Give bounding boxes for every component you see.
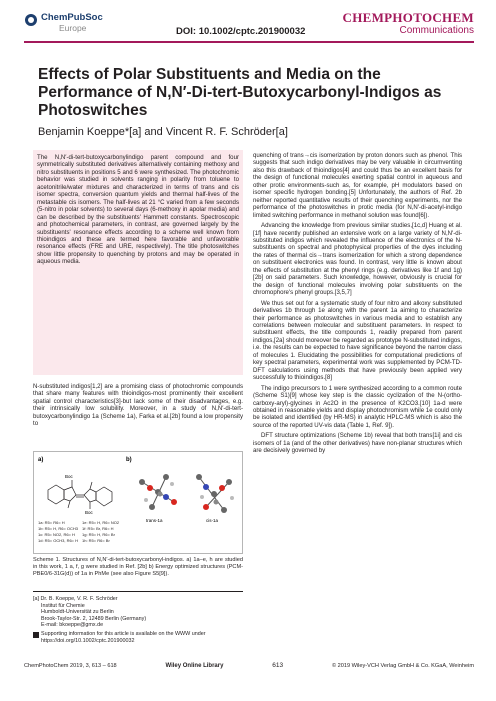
journal-name: CHEMPHOTOCHEM [342, 10, 474, 25]
compound-1f: 1f: R5= Br, R6= H [82, 526, 114, 531]
compound-1b: 1b: R5= H, R6= OCH3 [38, 526, 79, 531]
scheme-label-a: a) [38, 457, 44, 463]
compound-1d: 1d: R5= OCH3, R6= H [38, 538, 79, 543]
boc-label-bottom: Boc [85, 510, 93, 515]
right-paragraph-2: Advancing the knowledge from previous similar studies,[1c,d] Huang et al.[1f] have recently published an extensive work on a large variety of N,N′-di-substituted indigos which revealed the influence of the electronics of the N-substituents on spectral and photophysical properties of the dyes including the rates of thermal cis→trans isomerization for which a strong dependence on substituent electronics was found. In contrast, very little is known about the effects of substitution at the phenyl rings (e.g. derivatives like 1f and 1g)[2b] on said parameters. Such knowledge, however, obviously is crucial for the design of functional molecules involving polar substituents on the chromophore's phenyl groups.[3,5,7] [253, 222, 462, 297]
chempubsoc-logo-icon [24, 13, 38, 27]
affiliation-line-3: Brook-Taylor-Str. 2, 12489 Berlin (Germany) [41, 615, 147, 622]
left-column-intro [33, 383, 243, 428]
cis-1a-model [196, 474, 234, 513]
doi-label[interactable]: DOI: 10.1002/cptc.201900032 [176, 26, 306, 37]
cis-1a-label: cis-1a [206, 518, 219, 523]
affiliation-footnote [33, 596, 243, 644]
right-paragraph-3: We thus set out for a systematic study of four nitro and alkoxy substituted derivatives 1b through 1e along with the parent 1a aiming to characterize their performance as photoswitches in various media and to establish any correlations between molecular and substituent parameters. In respect to substituent effects, the title compounds 1, readily prepared from parent indigos,[2a] should moreover be regarded as prototype N-substituted indigos, i.e. the results can be expected to have significance beyond the narrow class of molecules 1. Elucidating the possibilities for computational predictions of key spectral parameters, experimental work was supplemented by PCM-TD-DFT calculations using methods that have previously been applied very successfully to thioindigos.[8] [253, 299, 462, 382]
right-paragraph-1: quenching of trans→cis isomerization by proton donors such as phenol. This suggests that such indigo derivatives may be very valuable in circumventing also this drawback of thioindigos[4] and could thus be an excellent basis for the design of functional molecules exerting spatial control in aqueous and other protic environments-such as, for example, pH modulators based on isomer specific hydrogen bonding.[5] Unfortunately, the authors of Ref. 2b neither reported quantitative results of their quenching experiments, nor the performance of the photoswitches in protic media (for N,N′-di-acetyl-indigo limited switching performance in methanol solution was found[6]). [253, 152, 462, 219]
compound-1e: 1e: R5= H, R6= NO2 [82, 520, 120, 525]
boc-label-top: Boc [65, 474, 73, 479]
scheme-1-figure [33, 451, 243, 554]
supporting-info-note [33, 631, 243, 644]
abstract-text: The N,N′-di-tert-butoxycarbonylindigo parent compound and four symmetrically substituted derivatives alternatively containing methoxy and nitro substituents in positions 5 and 6 were synthesized. The photochromic behavior was studied in solvents ranging in polarity from toluene to acetonitrile/water mixtures and characterized in terms of trans and cis isomer spectra, conversion quantum yields and thermal half-lives of the metastable cis isomers. The half-lives at 21 °C varied from a few seconds (5-nitro in polar solvents) to several days (6-methoxy in apolar media) and can be described by the substituents' Hammett constants. Spectroscopic and photochemical parameters, in contrast, are governed largely by the substituents' resonance effects according to a scheme well known from thioindigos and these are termed here favorable and unfavorable resonance effects (FRE and URE, respectively). The title photoswitches show little propensity to quenching by protons and may be operated in aqueous media. [37, 154, 239, 266]
scheme-1-graphic [34, 452, 244, 555]
abstract-box [33, 150, 243, 375]
footer-citation: ChemPhotoChem 2019, 3, 613 – 618 [24, 662, 117, 669]
author-line: Benjamin Koeppe*[a] and Vincent R. F. Schröder[a] [38, 126, 288, 138]
supporting-info-icon [33, 632, 39, 638]
scheme-1-caption [33, 557, 243, 577]
compound-1c: 1c: R5= NO2, R6= H [38, 532, 75, 537]
compound-1g: 1g: R5= H, R6= Br [82, 532, 115, 537]
header-rule [24, 41, 474, 43]
affiliation-line-1: Institut für Chemie [41, 602, 85, 609]
footnote-rule [33, 591, 243, 592]
supporting-info-text[interactable]: Supporting information for this article is available on the WWW under https://doi.org/10.1002/cptc.201900032 [41, 630, 206, 644]
wiley-online-library-link[interactable]: Wiley Online Library [165, 662, 224, 669]
logo-subtitle: Europe [59, 23, 87, 33]
page-footer [24, 662, 474, 669]
right-column [253, 152, 462, 458]
intro-paragraph: N-substituted indigos[1,2] are a promising class of photochromic compounds that share many features with thioindigos-most prominently their excellent spatial control characteristics[3]-but lack some of their disadvantages, e.g. their intrinsically low solubility. Moreover, in a study of N,N′-di-tert-butoxycarbonylindigo 1a (Scheme 1a), Farka et al.[2b] found a low propensity to [33, 383, 243, 428]
article-title: Effects of Polar Substituents and Media on the Performance of N,N′-Di-tert-Butoxycarbonyl-Indigos as Photoswitches [38, 66, 442, 119]
chempubsoc-logo [24, 13, 103, 33]
footnote-authors: Dr. B. Koeppe, V. R. F. Schröder [40, 596, 118, 602]
right-paragraph-5: DFT structure optimizations (Scheme 1b) reveal that both trans[1i] and cis isomers of 1a (and of the other derivatives) have non-planar structures which are decisively governed by [253, 432, 462, 455]
indigo-structure [48, 480, 112, 509]
scheme-label-b: b) [126, 457, 132, 463]
scheme-caption-text: Scheme 1. Structures of N,N′-di-tert-butoxycarbonyl-indigos. a) 1a–e, h are studied in this work, 1 a, f, g were studied in Ref. [2b] b) Energy optimized structures (PCM-PBE0/6-31G(d)) of 1a in PhMe (see also Figure S5[9]). [33, 557, 243, 577]
affiliation-line-2: Humboldt-Universität zu Berlin [41, 609, 114, 616]
author-email[interactable]: E-mail: bkoeppe@gmx.de [41, 622, 104, 629]
compound-1a: 1a: R5= R6= H [38, 520, 65, 525]
page-number: 613 [272, 662, 284, 669]
journal-header [343, 11, 475, 37]
trans-1a-label: trans-1a [146, 518, 163, 523]
footer-copyright: © 2019 Wiley-VCH Verlag GmbH & Co. KGaA, Weinheim [331, 662, 474, 669]
trans-1a-model [139, 474, 177, 510]
compound-1h: 1h: R5= R6= Br [82, 538, 110, 543]
journal-section: Communications [399, 25, 474, 36]
footnote-marker: [a] [33, 596, 39, 602]
logo-name: ChemPubSoc [41, 12, 103, 23]
right-paragraph-4: The indigo precursors to 1 were synthesized according to a common route (Scheme S1)[9] whose key step is the classic cyclization of the N-(ortho-carboxy-aryl)-glycines in Ac2O in the presence of K2CO3.[10] 1a-d were obtained in reasonable yields and display photochromism while 1e could only be isolated and identified (by HR-MS) in analytic HPLC-MS which is also the source of the reported UV-vis data (Table 1, Ref. 9]). [253, 384, 462, 429]
